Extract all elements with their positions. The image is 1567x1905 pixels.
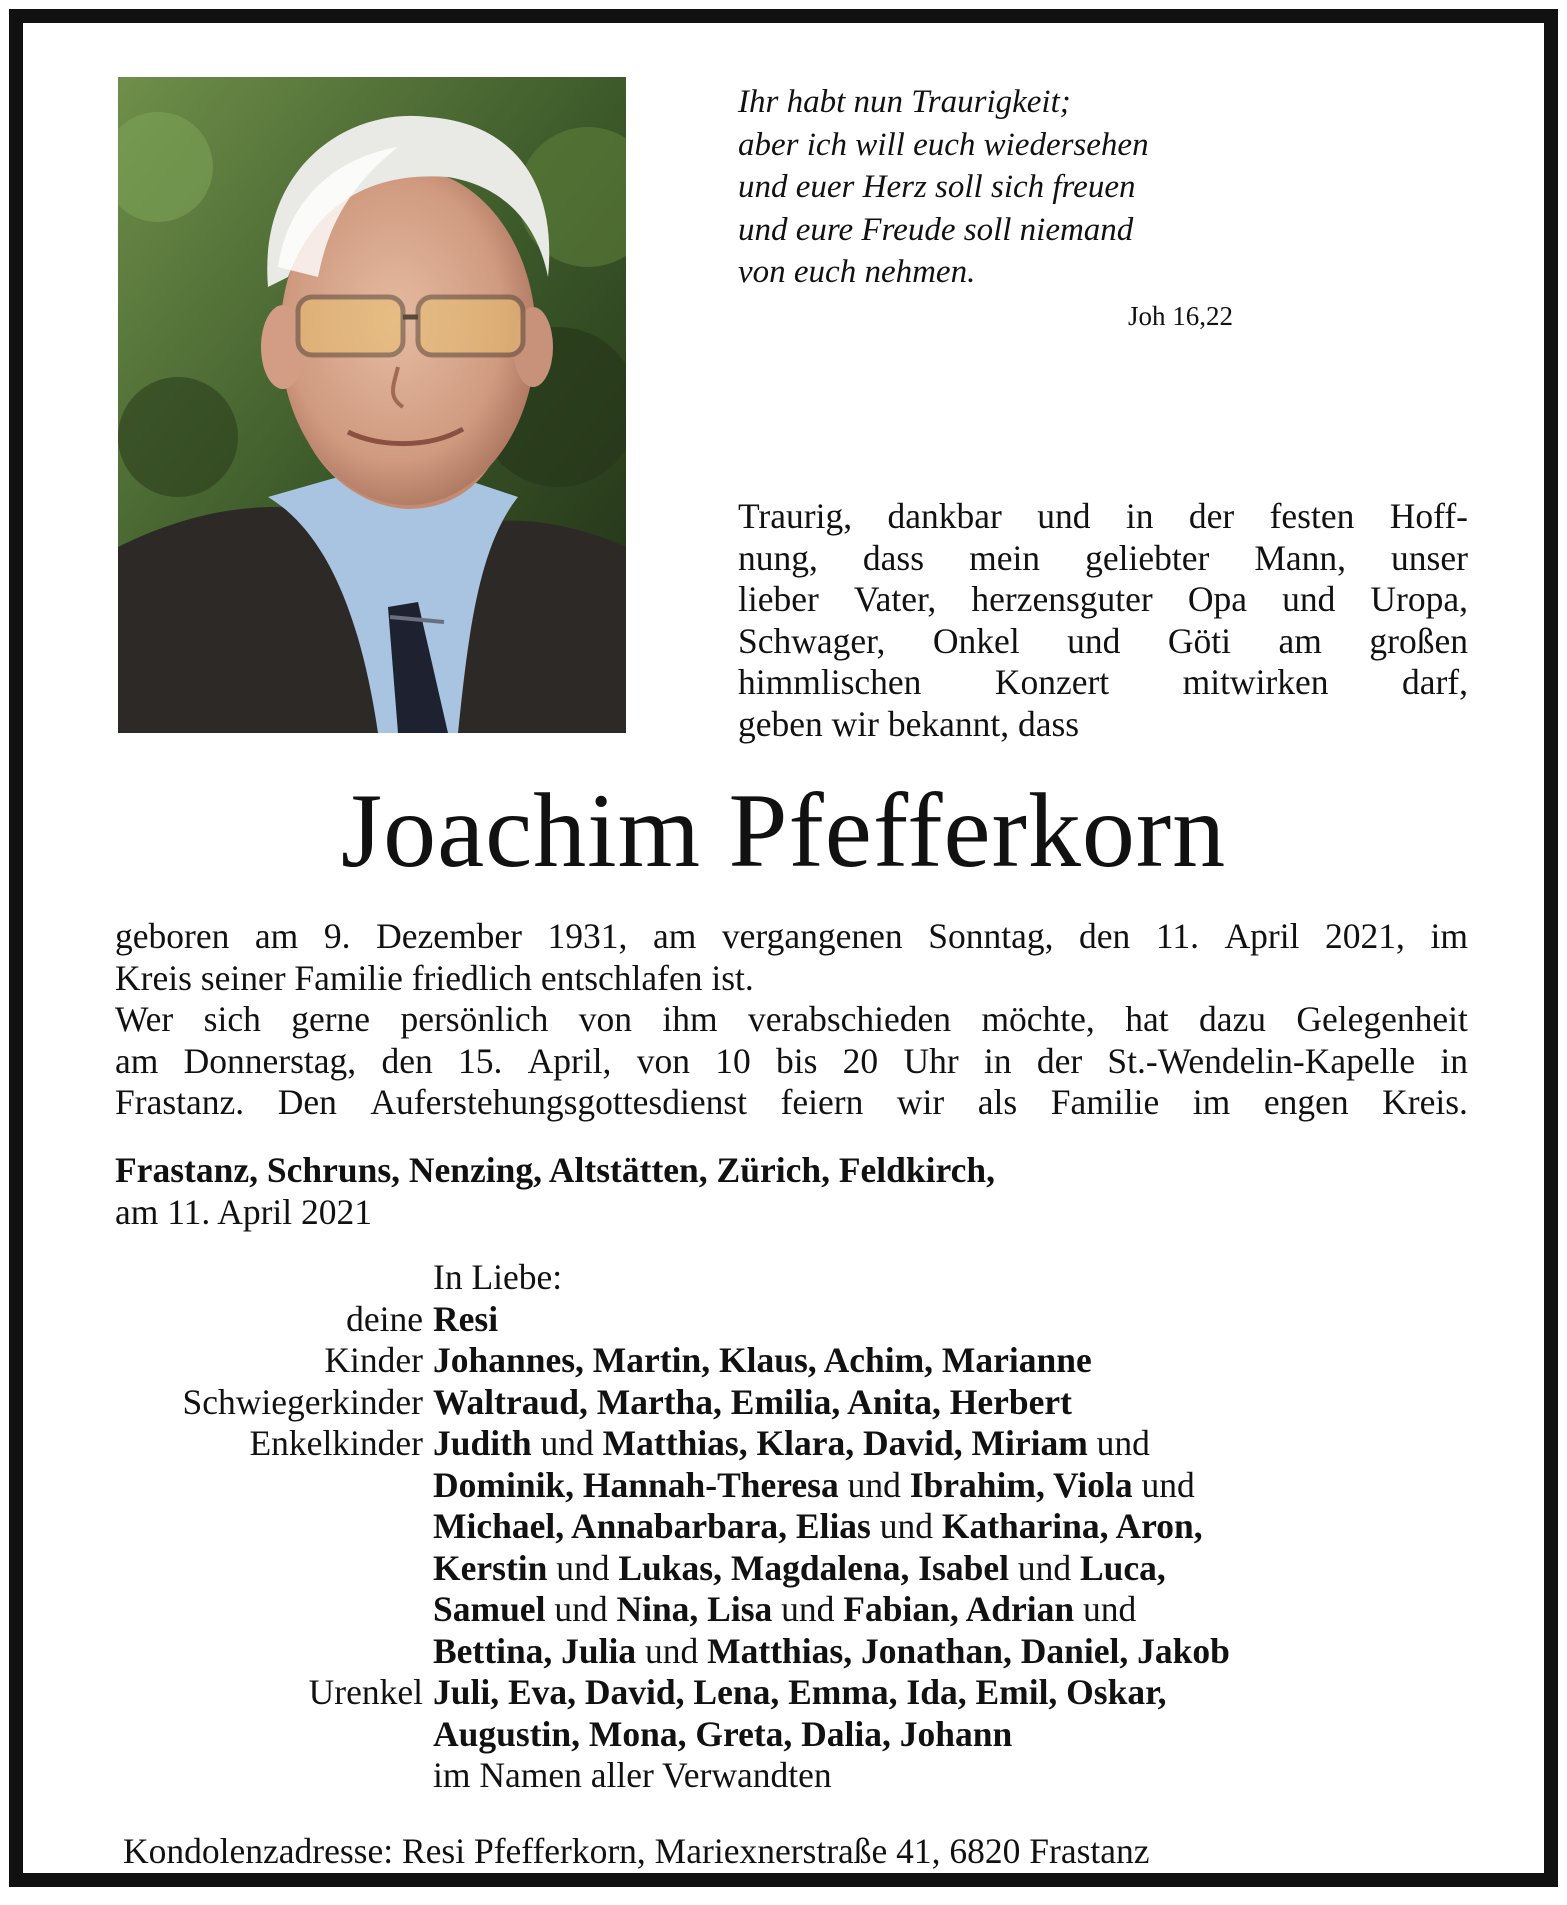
places: Frastanz, Schruns, Nenzing, Altstätten, Zürich, Feldkirch, (115, 1150, 995, 1190)
name-group: Fabian, Adrian (843, 1589, 1075, 1629)
grandchildren-line (433, 1465, 1195, 1507)
family-names: Augustin, Mona, Greta, Dalia, Johann (433, 1713, 1013, 1754)
intro-line: himmlischen Konzert mitwirken darf, (738, 662, 1468, 702)
portrait-illustration (118, 77, 626, 733)
family-row-grandchildren-cont (23, 1548, 1567, 1590)
intro-line: lieber Vater, herzensguter Opa und Uropa, (738, 579, 1468, 619)
family-row-great-grandchildren-cont (23, 1714, 1567, 1756)
family-heading-row (23, 1257, 1567, 1299)
quote-line: und eure Freude soll niemand (738, 211, 1134, 248)
name-group: Ibrahim, Viola (909, 1464, 1133, 1505)
intro-paragraph (738, 496, 1468, 745)
family-row-children-in-law (23, 1382, 1567, 1424)
family-row-grandchildren-cont (23, 1631, 1567, 1673)
body-line: Wer sich gerne persönlich von ihm verabschieden möchte, hat dazu Gelegenheit (115, 999, 1468, 1039)
quote-line: von euch nehmen. (738, 254, 976, 290)
family-names: Resi (433, 1298, 499, 1339)
intro-line: Traurig, dankbar und in der festen Hoff- (738, 496, 1468, 536)
conjunction: und (636, 1630, 708, 1671)
quote-line: Ihr habt nun Traurigkeit; (738, 84, 1071, 120)
name-group: Lukas, Magdalena, Isabel (618, 1547, 1009, 1588)
family-row-great-grandchildren (23, 1672, 1567, 1714)
family-row-children (23, 1340, 1567, 1382)
conjunction: und (531, 1423, 603, 1463)
name-group: Kerstin (433, 1547, 548, 1588)
family-row-grandchildren (23, 1423, 1567, 1465)
conjunction: und (870, 1506, 942, 1546)
body-line: am Donnerstag, den 15. April, von 10 bis 20 Uhr in der St.-Wendelin-Kapelle in (115, 1040, 1468, 1081)
grandchildren-line (433, 1423, 1150, 1465)
family-list (23, 1257, 1567, 1797)
conjunction: und (1008, 1547, 1080, 1588)
family-label: Urenkel (308, 1672, 423, 1712)
name-group: Matthias, Jonathan, Daniel, Jakob (707, 1630, 1230, 1671)
name-group: Michael, Annabarbara, Elias (433, 1506, 871, 1546)
places-and-date (115, 1150, 1468, 1233)
intro-line: nung, dass mein geliebter Mann, unser (738, 537, 1468, 578)
grandchildren-line (433, 1548, 1166, 1590)
conjunction: und (1087, 1423, 1150, 1463)
conjunction: und (772, 1589, 844, 1629)
announcement-paragraph (115, 916, 1468, 1124)
family-names: Johannes, Martin, Klaus, Achim, Marianne (433, 1340, 1092, 1380)
quote-line: und euer Herz soll sich freuen (738, 169, 1136, 205)
family-closing: im Namen aller Verwandten (433, 1755, 832, 1795)
portrait-photo (118, 77, 626, 733)
family-label: Schwiegerkinder (182, 1381, 423, 1422)
family-row-grandchildren-cont (23, 1589, 1567, 1631)
quote-reference: Joh 16,22 (1127, 301, 1233, 331)
grandchildren-line (433, 1631, 1230, 1673)
family-label: Kinder (324, 1340, 423, 1380)
body-line: Frastanz. Den Auferstehungsgottesdienst feiern wir als Familie im engen Kreis. (115, 1082, 1468, 1122)
name-group: Judith (433, 1423, 532, 1463)
family-names: Juli, Eva, David, Lena, Emma, Ida, Emil, Oskar, (433, 1672, 1167, 1712)
name-group: Nina, Lisa (616, 1589, 773, 1629)
family-row-spouse (23, 1299, 1567, 1341)
deceased-name: Joachim Pfefferkorn (340, 772, 1227, 889)
intro-line: Schwager, Onkel und Göti am großen (738, 620, 1468, 661)
name-group: Samuel (433, 1589, 546, 1629)
name-group: Luca, (1079, 1547, 1166, 1588)
body-line: geboren am 9. Dezember 1931, am vergangenen Sonntag, den 11. April 2021, im (115, 916, 1468, 956)
grandchildren-line (433, 1506, 1203, 1548)
name-group: Matthias, Klara, David, Miriam (602, 1423, 1088, 1463)
family-row-grandchildren-cont (23, 1465, 1567, 1507)
family-row-grandchildren-cont (23, 1506, 1567, 1548)
intro-line: geben wir bekannt, dass (738, 703, 1080, 744)
quote-line: aber ich will euch wiedersehen (738, 126, 1149, 163)
notice-date: am 11. April 2021 (115, 1191, 373, 1232)
conjunction: und (838, 1464, 910, 1505)
family-closing-row (23, 1755, 1567, 1797)
family-label: Enkelkinder (249, 1423, 423, 1463)
family-label: deine (346, 1298, 423, 1339)
conjunction: und (545, 1589, 617, 1629)
name-group: Dominik, Hannah-Theresa (433, 1464, 839, 1505)
body-line: Kreis seiner Familie friedlich entschlafen ist. (115, 957, 754, 998)
obituary-notice (9, 9, 1558, 1887)
bible-quote (738, 81, 1258, 294)
grandchildren-line (433, 1589, 1136, 1631)
name-group: Bettina, Julia (433, 1630, 637, 1671)
conjunction: und (1074, 1589, 1137, 1629)
conjunction: und (547, 1547, 619, 1588)
family-names: Waltraud, Martha, Emilia, Anita, Herbert (433, 1381, 1072, 1422)
conjunction: und (1132, 1464, 1195, 1505)
condolence-address: Kondolenzadresse: Resi Pfefferkorn, Mariexnerstraße 41, 6820 Frastanz (123, 1831, 1150, 1871)
name-group: Katharina, Aron, (941, 1506, 1203, 1546)
family-heading: In Liebe: (433, 1257, 563, 1297)
